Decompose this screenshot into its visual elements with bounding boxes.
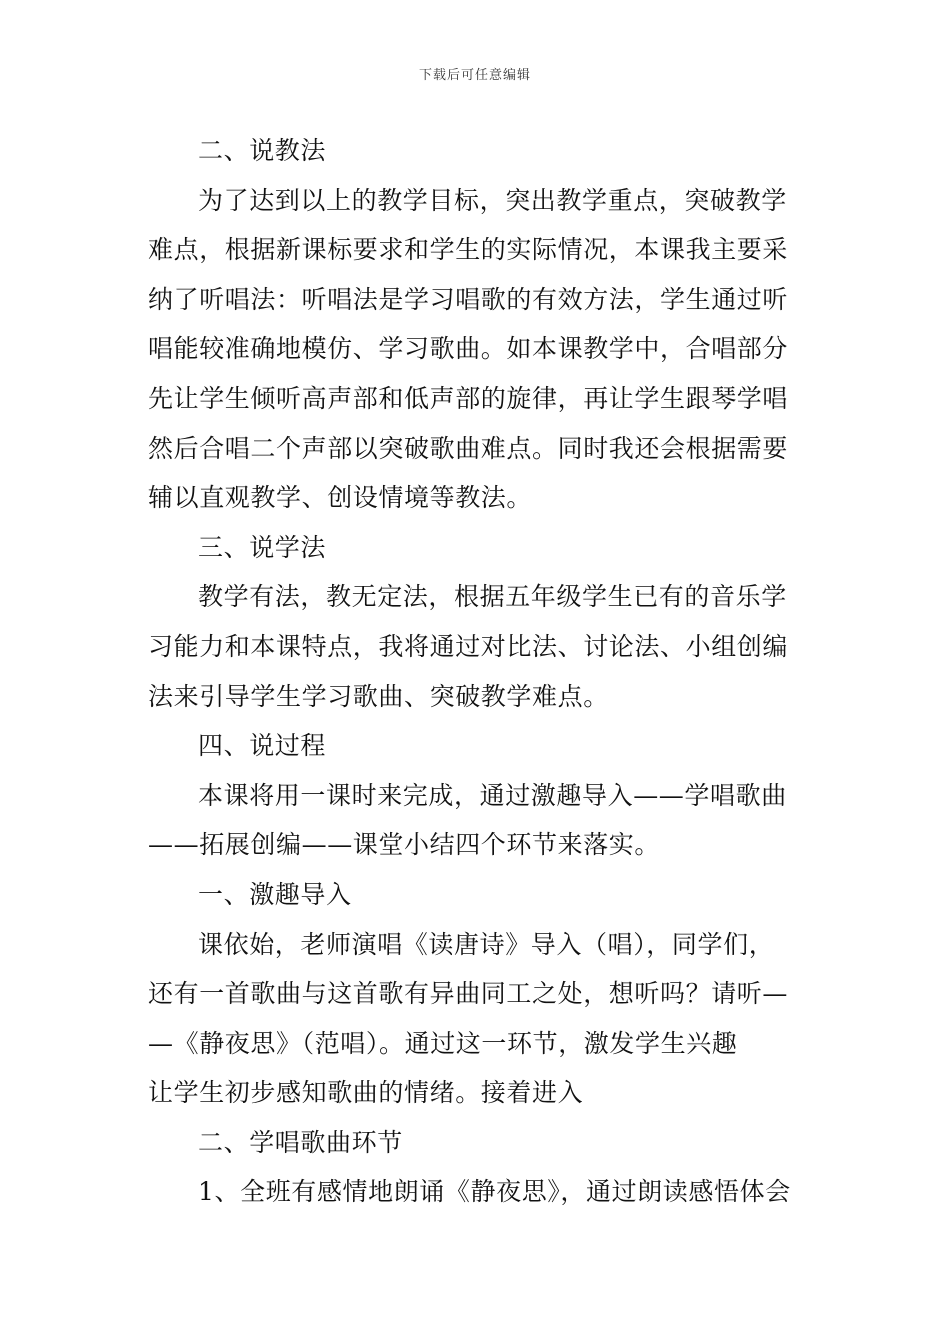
- paragraph-line: —《静夜思》（范唱）。通过这一环节，激发学生兴趣: [148, 1028, 738, 1058]
- section-heading: 二、学唱歌曲环节: [198, 1127, 403, 1157]
- paragraph-line: 为了达到以上的教学目标，突出教学重点，突破教学: [198, 185, 787, 215]
- document-body: [148, 126, 818, 1217]
- paragraph-line: 教学有法，教无定法，根据五年级学生已有的音乐学: [198, 582, 787, 612]
- header-note: 下载后可任意编辑: [418, 68, 531, 83]
- paragraph-line: 先让学生倾听高声部和低声部的旋律，再让学生跟琴学唱: [148, 383, 789, 413]
- paragraph-line: 课依始，老师演唱《读唐诗》导入（唱），同学们，: [198, 929, 775, 959]
- paragraph-line: ——拓展创编——课堂小结四个环节来落实。: [148, 830, 661, 860]
- section-heading: 四、说过程: [198, 731, 327, 761]
- paragraph-line: 1、全班有感情地朗诵《静夜思》，通过朗读感悟体会: [198, 1177, 791, 1207]
- paragraph-line: 习能力和本课特点，我将通过对比法、讨论法、小组创编: [148, 631, 789, 661]
- section-heading: 二、说教法: [198, 136, 327, 165]
- section-heading: 一、激趣导入: [198, 879, 352, 909]
- paragraph-line: 还有一首歌曲与这首歌有异曲同工之处，想听吗？请听—: [148, 979, 789, 1009]
- paragraph-line: 然后合唱二个声部以突破歌曲难点。同时我还会根据需要: [148, 433, 789, 463]
- paragraph-line: 辅以直观教学、创设情境等教法。: [148, 483, 533, 513]
- section-heading: 三、说学法: [198, 532, 327, 562]
- paragraph-line: 纳了听唱法：听唱法是学习唱歌的有效方法，学生通过听: [148, 284, 789, 314]
- paragraph-line: 让学生初步感知歌曲的情绪。接着进入: [148, 1078, 584, 1108]
- paragraph-line: 难点，根据新课标要求和学生的实际情况，本课我主要采: [148, 235, 789, 265]
- paragraph-line: 唱能较准确地模仿、学习歌曲。如本课教学中，合唱部分: [148, 334, 789, 364]
- paragraph-line: 法来引导学生学习歌曲、突破教学难点。: [148, 681, 609, 711]
- paragraph-line: 本课将用一课时来完成，通过激趣导入——学唱歌曲: [198, 780, 787, 810]
